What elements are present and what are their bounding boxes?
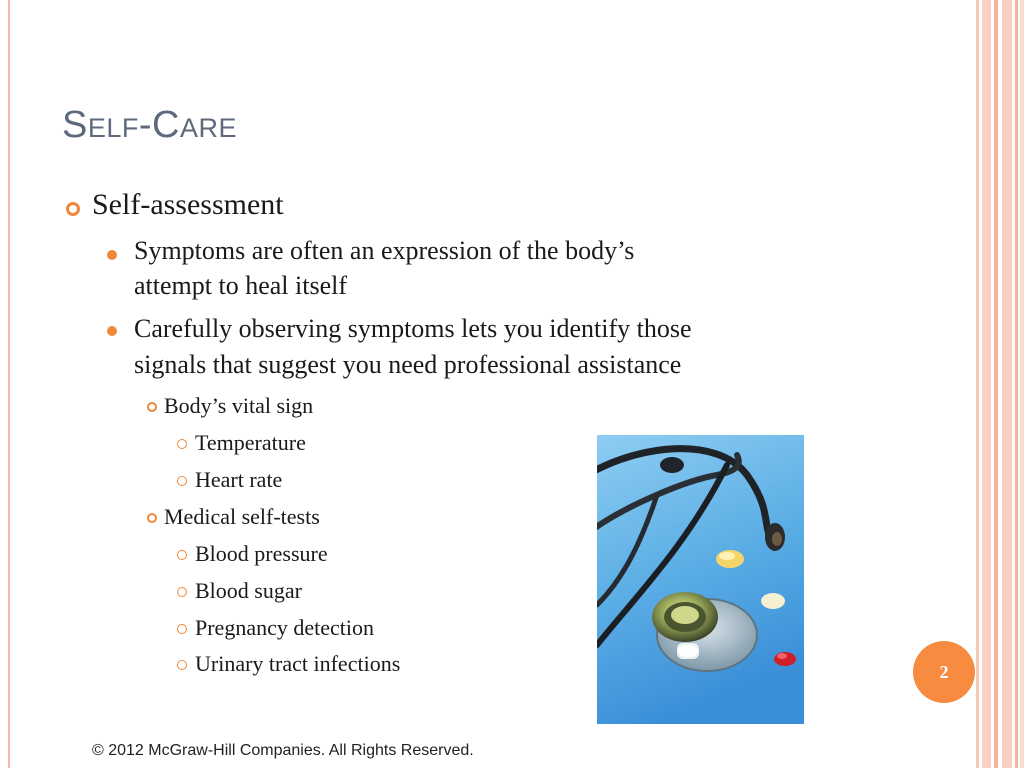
level1-bullet-icon <box>66 202 80 216</box>
level4-bullet-icon <box>177 550 187 560</box>
subgroup-2-item-4: Urinary tract infections <box>195 651 401 676</box>
subgroup-2-label: Medical self-tests <box>164 504 320 529</box>
right-decorative-stripes <box>976 0 1024 768</box>
stethoscope-photo <box>597 435 804 724</box>
subgroup-1-item-1: Temperature <box>195 430 306 455</box>
level4-bullet-icon <box>177 624 187 634</box>
subgroup-2-item-1: Blood pressure <box>195 541 328 566</box>
subgroup-2-item-2: Blood sugar <box>195 578 302 603</box>
level2-bullet-icon <box>107 326 117 336</box>
slide-title: Self-Care <box>62 104 237 146</box>
page-number-badge <box>913 641 975 703</box>
level4-bullet-icon <box>177 660 187 670</box>
level4-bullet-icon <box>177 587 187 597</box>
subgroup-1-label: Body’s vital sign <box>164 393 314 418</box>
level1-text: Self-assessment <box>92 188 284 221</box>
point-2-line-2: signals that suggest you need professional assistance <box>134 350 682 379</box>
point-2-line-1: Carefully observing symptoms lets you identify those <box>134 314 692 343</box>
left-decorative-rule <box>8 0 10 768</box>
page-number: 2 <box>939 661 949 682</box>
level4-bullet-icon <box>177 476 187 486</box>
point-1-line-2: attempt to heal itself <box>134 271 347 300</box>
subgroup-1-item-2: Heart rate <box>195 467 283 492</box>
level4-bullet-icon <box>177 439 187 449</box>
copyright-footer: © 2012 McGraw-Hill Companies. All Rights Reserved. <box>92 742 474 759</box>
level3-bullet-icon <box>147 513 157 523</box>
level2-bullet-icon <box>107 250 117 260</box>
level3-bullet-icon <box>147 402 157 412</box>
subgroup-2-item-3: Pregnancy detection <box>195 615 374 640</box>
point-1-line-1: Symptoms are often an expression of the body’s <box>134 236 635 265</box>
